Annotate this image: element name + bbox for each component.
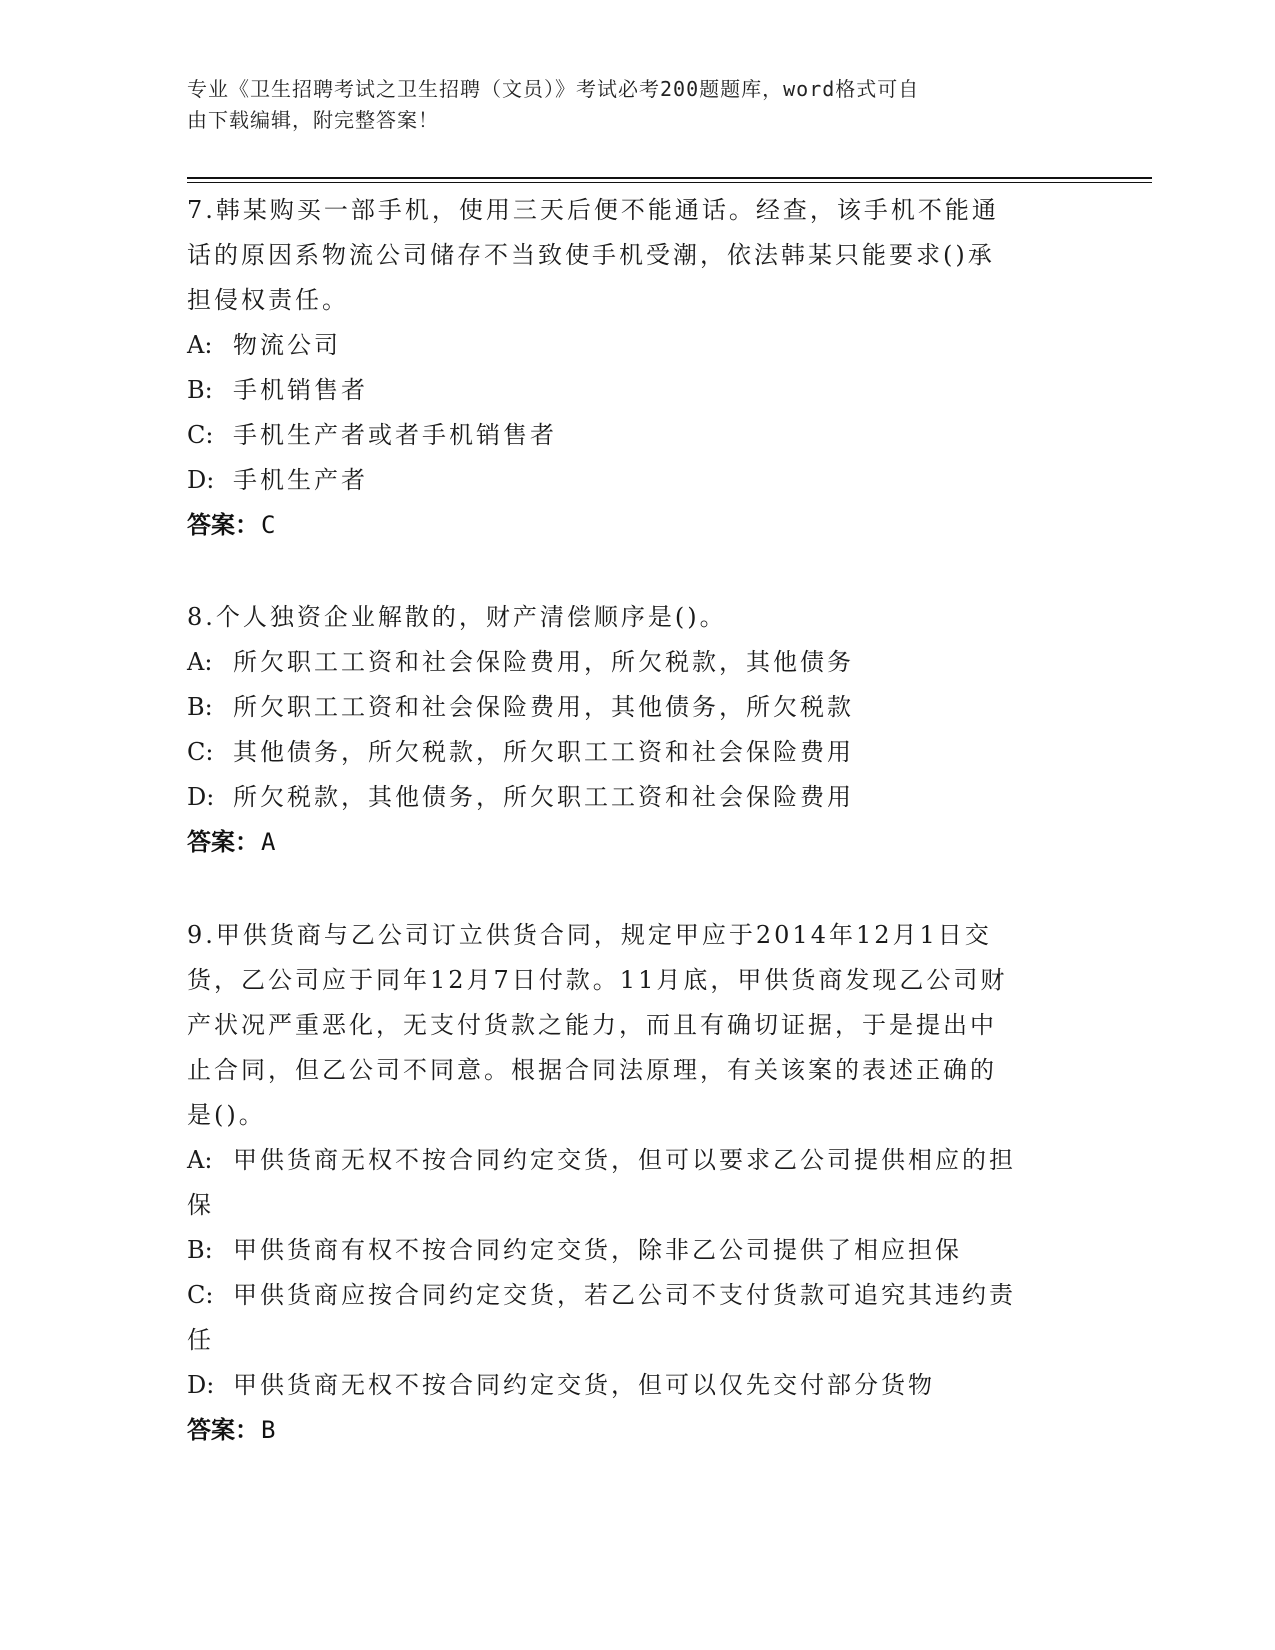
option-c — [187, 1273, 1087, 1318]
option-text: 甲供货商无权不按合同约定交货，但可以要求乙公司提供相应的担 — [233, 1146, 1016, 1174]
option-label: A: — [187, 331, 213, 359]
option-d — [187, 1363, 1087, 1408]
option-c — [187, 730, 1087, 775]
option-label: D: — [187, 1371, 215, 1399]
question-7 — [187, 188, 1087, 548]
option-label: C: — [187, 421, 214, 449]
answer-label: 答案： — [187, 1416, 259, 1444]
option-b — [187, 368, 1087, 413]
document-header — [187, 74, 1087, 136]
option-label: B: — [187, 376, 213, 404]
header-line: 专业《卫生招聘考试之卫生招聘（文员）》考试必考200题题库，word格式可自 — [187, 77, 920, 101]
option-a — [187, 323, 1087, 368]
answer-value: B — [261, 1416, 276, 1444]
answer-value: C — [261, 511, 276, 539]
question-stem-line: 是()。 — [187, 1101, 266, 1129]
option-label: A: — [187, 1146, 213, 1174]
answer — [187, 503, 1087, 548]
option-text: 甲供货商应按合同约定交货，若乙公司不支付货款可追究其违约责 — [233, 1281, 1016, 1309]
option-text: 所欠税款，其他债务，所欠职工工资和社会保险费用 — [233, 783, 854, 811]
option-continuation: 保 — [187, 1191, 214, 1219]
option-label: C: — [187, 738, 214, 766]
question-stem-line: 货，乙公司应于同年12月7日付款。11月底，甲供货商发现乙公司财 — [187, 966, 1008, 994]
option-text: 手机生产者 — [233, 466, 368, 494]
option-text: 所欠职工工资和社会保险费用，所欠税款，其他债务 — [233, 648, 854, 676]
answer-label: 答案： — [187, 511, 259, 539]
question-stem-line: 产状况严重恶化，无支付货款之能力，而且有确切证据，于是提出中 — [187, 1011, 997, 1039]
question-stem-line: 8.个人独资企业解散的，财产清偿顺序是()。 — [187, 603, 727, 631]
header-divider — [187, 177, 1152, 179]
option-text: 甲供货商有权不按合同约定交货，除非乙公司提供了相应担保 — [233, 1236, 962, 1264]
option-d — [187, 775, 1087, 820]
option-label: A: — [187, 648, 213, 676]
option-b — [187, 685, 1087, 730]
option-d — [187, 458, 1087, 503]
option-text: 手机销售者 — [233, 376, 368, 404]
option-b — [187, 1228, 1087, 1273]
question-stem-line: 担侵权责任。 — [187, 286, 349, 314]
question-stem-line: 止合同，但乙公司不同意。根据合同法原理，有关该案的表述正确的 — [187, 1056, 997, 1084]
answer — [187, 820, 1087, 865]
option-label: C: — [187, 1281, 214, 1309]
option-c — [187, 413, 1087, 458]
answer — [187, 1408, 1087, 1453]
answer-label: 答案： — [187, 828, 259, 856]
question-8 — [187, 595, 1087, 865]
option-label: D: — [187, 783, 215, 811]
option-label: B: — [187, 693, 213, 721]
header-line: 由下载编辑，附完整答案！ — [187, 108, 439, 132]
option-a — [187, 1138, 1087, 1183]
option-text: 所欠职工工资和社会保险费用，其他债务，所欠税款 — [233, 693, 854, 721]
question-stem-line: 7.韩某购买一部手机，使用三天后便不能通话。经查，该手机不能通 — [187, 196, 999, 224]
option-text: 手机生产者或者手机销售者 — [233, 421, 557, 449]
option-a — [187, 640, 1087, 685]
option-continuation: 任 — [187, 1326, 214, 1354]
option-text: 物流公司 — [233, 331, 341, 359]
header-divider-thin — [187, 182, 1152, 183]
option-label: D: — [187, 466, 215, 494]
option-text: 其他债务，所欠税款，所欠职工工资和社会保险费用 — [233, 738, 854, 766]
answer-value: A — [261, 828, 276, 856]
question-stem-line: 话的原因系物流公司储存不当致使手机受潮，依法韩某只能要求()承 — [187, 241, 995, 269]
option-label: B: — [187, 1236, 213, 1264]
question-stem-line: 9.甲供货商与乙公司订立供货合同，规定甲应于2014年12月1日交 — [187, 921, 992, 949]
option-text: 甲供货商无权不按合同约定交货，但可以仅先交付部分货物 — [233, 1371, 935, 1399]
question-9 — [187, 913, 1087, 1453]
